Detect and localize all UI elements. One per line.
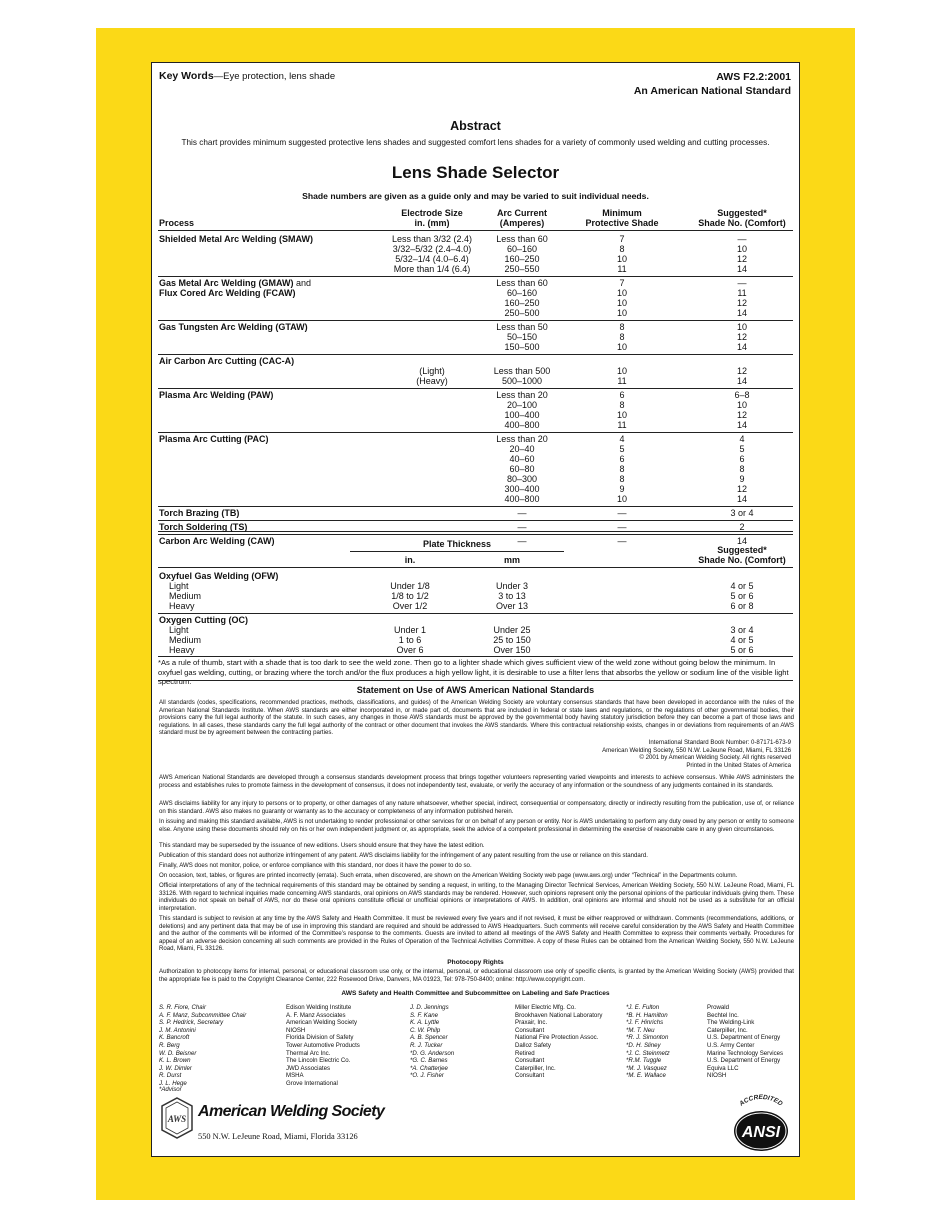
committee-member-name: *M. E. Wallace <box>626 1072 666 1080</box>
header-rule <box>158 230 793 231</box>
plate-in-header: in. <box>404 555 416 565</box>
arc-current-cell: — <box>517 536 527 546</box>
arc-current-cell: — <box>517 508 527 518</box>
min-shade-cell: 6 <box>619 390 625 400</box>
plate-weight-label: Light <box>169 625 189 635</box>
plate-sug-cell: 3 or 4 <box>730 625 754 635</box>
arc-current-cell: 40–60 <box>509 454 535 464</box>
committee-member-org: The Lincoln Electric Co. <box>286 1057 351 1065</box>
col-arc-header <box>472 208 572 228</box>
min-shade-cell: 11 <box>617 264 627 274</box>
committee-member-org: The Welding-Link <box>707 1019 755 1027</box>
committee-member-org: Retired <box>515 1049 535 1057</box>
suggested-shade-cell: 12 <box>736 410 747 420</box>
committee-member-org: Consultant <box>515 1057 545 1065</box>
process-name: Plasma Arc Cutting (PAC) <box>159 434 269 444</box>
committee-member-org: NIOSH <box>707 1072 727 1080</box>
process-row-rule <box>158 520 793 521</box>
plate-in-cell: Under 1 <box>393 625 427 635</box>
plate-weight-label: Heavy <box>169 645 195 655</box>
committee-member-org: Prowald <box>707 1004 730 1011</box>
electrode-size-cell: 5/32–1/4 (4.0–6.4) <box>395 254 469 264</box>
arc-current-cell: 50–150 <box>506 332 538 342</box>
committee-member-name: *A. Chatterjee <box>410 1064 448 1072</box>
min-shade-cell: 7 <box>619 278 625 288</box>
plate-in-cell: Over 1/2 <box>392 601 428 611</box>
statement-p1: All standards (codes, specifications, recommended practices, methods, classifications, and guides) of the American Welding Society are voluntary consensus standards that have been developed in accordance with the rules of the American National Standards Institute. When AWS standards are either incorporated in, or made part of, documents that are included in federal or state laws and regulations, or the regulations of other governmental bodies, their provisions carry the full legal authority of the statute. In such cases, any changes in those AWS standards must be approved by the governmental body having statutory jurisdiction before they can become a part of those laws and regulations. In all cases, these standards carry the full legal authority of the contract or other document that invokes the AWS standards. Where this contractual relationship exists, changes in or deviations from requirements of an AWS standard must be by agreement between the contracting parties. <box>159 699 794 737</box>
suggested-shade-cell: 14 <box>736 342 747 352</box>
ansi-ring-text <box>737 1094 784 1108</box>
min-shade-cell: — <box>617 508 627 518</box>
arc-current-cell: Less than 60 <box>496 234 548 244</box>
min-shade-cell: 8 <box>619 474 625 484</box>
committee-member-org: Edison Welding Institute <box>286 1004 352 1011</box>
plate-mm-header: mm <box>503 555 520 565</box>
col-sug-l1: Suggested* <box>717 208 767 218</box>
photocopy-heading: Photocopy Rights <box>447 959 504 966</box>
col-min-header <box>572 208 672 228</box>
arc-current-cell: 400–800 <box>504 420 540 430</box>
plate-mm-cell: Over 150 <box>493 645 531 655</box>
col-electrode-l1: Electrode Size <box>401 208 463 218</box>
min-shade-cell: 7 <box>619 234 625 244</box>
process-row-rule <box>158 276 793 277</box>
process-name: Gas Tungsten Arc Welding (GTAW) <box>159 322 308 332</box>
min-shade-cell: 8 <box>619 464 625 474</box>
plate-header-rule <box>158 567 793 568</box>
suggested-shade-cell: 6–8 <box>734 390 750 400</box>
statement-p4: In issuing and making this standard available, AWS is not undertaking to render professional or other services for or on behalf of any person or entity. Nor is AWS undertaking to perform any duty owed by any person or entity to someone else. Anyone using these documents should rely on his or her own independent judgment or, as appropriate, seek the advice of a competent professional in determining the exercise of reasonable care in any given circumstances. <box>159 818 794 833</box>
suggested-shade-cell: 14 <box>736 308 747 318</box>
committee-member-name: *M. J. Vasquez <box>626 1064 667 1072</box>
committee-member-name: *J. C. Steinmetz <box>626 1049 670 1057</box>
suggested-shade-cell: 3 or 4 <box>730 508 754 518</box>
suggested-shade-cell: 14 <box>736 264 747 274</box>
suggested-shade-cell: 14 <box>736 494 747 504</box>
plate-row-rule <box>158 613 793 614</box>
statement-p7: Finally, AWS does not monitor, police, or enforce compliance with this standard, nor does it have the power to do so. <box>159 862 472 869</box>
committee-member-name: R. J. Tucker <box>410 1042 443 1049</box>
arc-current-cell: Less than 20 <box>496 434 548 444</box>
keywords-label: Key Words <box>159 70 214 82</box>
process-row-rule <box>158 388 793 389</box>
committee-member-name: R. Berg <box>159 1042 180 1049</box>
committee-member-name: C. W. Philp <box>410 1026 441 1034</box>
committee-member-name: S. F. Kane <box>410 1011 439 1019</box>
aws-logo-initials: AWS <box>167 1114 187 1124</box>
arc-current-cell: Less than 500 <box>493 366 551 376</box>
selector-subtitle: Shade numbers are given as a guide only and may be varied to suit individual needs. <box>302 191 649 201</box>
plate-sug-cell: 5 or 6 <box>730 591 754 601</box>
committee-member-name: A. F. Manz, Subcommittee Chair <box>159 1011 247 1019</box>
plate-mm-cell: Under 3 <box>495 581 529 591</box>
electrode-size-cell: 3/32–5/32 (2.4–4.0) <box>392 244 472 254</box>
committee-member-name: *D. H. Sliney <box>626 1042 661 1049</box>
abstract-text: This chart provides minimum suggested protective lens shades and suggested comfort lens shades for a variety of commonly used welding and cutting processes. <box>181 138 770 147</box>
plate-in-cell: 1/8 to 1/2 <box>391 591 429 601</box>
ansi-seal-icon <box>725 1093 797 1153</box>
plate-thickness-header: Plate Thickness <box>422 539 492 549</box>
min-shade-cell: 6 <box>619 454 625 464</box>
committee-member-name: J. L. Hege <box>159 1080 187 1087</box>
table-bottom-rule <box>158 656 793 657</box>
suggested-shade-cell: — <box>737 234 747 244</box>
suggested-shade-cell: 10 <box>736 244 747 254</box>
plate-weight-label: Light <box>169 581 189 591</box>
standard-id <box>634 70 791 98</box>
suggested-shade-cell: 9 <box>739 474 745 484</box>
statement-p6: Publication of this standard does not authorize infringement of any patent. AWS disclaims liability for the infringement of any patent resulting from the use or reliance on this standard. <box>159 852 648 859</box>
footnote: *As a rule of thumb, start with a shade that is too dark to see the weld zone. Then go to a lighter shade which gives sufficient view of the weld zone without going below the minimum. In oxyfuel gas welding, cutting, or brazing where the torch and/or the flux produces a high yellow light, it is desirable to use a filter lens that absorbs the yellow or sodium line of the visible light spectrum. <box>158 658 789 686</box>
committee-member-name: *M. T. Neu <box>626 1026 655 1034</box>
plate-mm-cell: Over 13 <box>495 601 528 611</box>
statement-p3: AWS disclaims liability for any injury to persons or to property, or other damages of any nature whatsoever, whether special, indirect, consequential or compensatory, directly or indirectly resulting from the publication, use of, or reliance on this standard. AWS also makes no guaranty or warranty as to the accuracy or completeness of any information published herein. <box>159 800 794 815</box>
statement-heading: Statement on Use of AWS American National Standards <box>356 685 595 695</box>
keywords <box>159 70 335 82</box>
plate-in-cell: Over 6 <box>396 645 424 655</box>
min-shade-cell: 11 <box>617 420 627 430</box>
committee-member-org: JWD Associates <box>286 1064 331 1072</box>
plate-weight-label: Medium <box>169 591 202 601</box>
suggested-shade-cell: 6 <box>739 454 745 464</box>
committee-member-org: Consultant <box>515 1072 545 1080</box>
col-electrode-l2: in. (mm) <box>414 218 450 228</box>
aws-logo-icon <box>160 1097 194 1139</box>
suggested-shade-cell: 11 <box>737 288 747 298</box>
min-shade-cell: 10 <box>616 308 627 318</box>
suggested-shade-cell: — <box>737 278 747 288</box>
min-shade-cell: 10 <box>616 254 627 264</box>
committee-member-name: S. R. Fiore, Chair <box>159 1004 207 1011</box>
standard-subtitle: An American National Standard <box>633 85 791 97</box>
suggested-shade-cell: 10 <box>736 322 747 332</box>
suggested-shade-cell: 12 <box>736 484 747 494</box>
committee-member-org: MSHA <box>286 1072 304 1080</box>
suggested-shade-cell: 12 <box>736 366 747 376</box>
statement-p9: Official interpretations of any of the technical requirements of this standard may be obtained by sending a request, in writing, to the Managing Director Technical Services, American Welding Society, 550 N.W. LeJeune Road, Miami, FL 33126. With regard to technical inquiries made concerning AWS standards, oral opinions on AWS standards may be rendered. However, such opinions represent only the personal opinions of the particular individuals giving them. These individuals do not speak on behalf of AWS, nor do these oral opinions constitute official or unofficial opinions or interpretations of AWS. In addition, oral opinions are informal and should not be used as a substitute for an official interpretation. <box>159 882 794 912</box>
statement-p5: This standard may be superseded by the issuance of new editions. Users should ensure that they have the latest edition. <box>159 842 485 849</box>
electrode-size-cell: (Heavy) <box>416 376 448 386</box>
committee-member-org: U.S. Department of Energy <box>707 1057 781 1065</box>
plate-in-cell: Under 1/8 <box>390 581 430 591</box>
isbn-line: © 2001 by American Welding Society. All rights reserved <box>639 754 791 762</box>
committee-member-name: J. M. Antonini <box>159 1026 196 1034</box>
process-name-line2: Flux Cored Arc Welding (FCAW) <box>159 288 296 298</box>
suggested-shade-cell: 14 <box>736 376 747 386</box>
min-shade-cell: 8 <box>619 400 625 410</box>
committee-member-name: *O. J. Fisher <box>410 1072 444 1080</box>
arc-current-cell: 160–250 <box>504 254 540 264</box>
committee-member-name: R. Durst <box>159 1072 182 1080</box>
committee-member-org: Grove International <box>286 1080 338 1087</box>
statement-p10: This standard is subject to revision at any time by the AWS Safety and Health Committee. It must be reviewed every five years and if not revised, it must be either reapproved or withdrawn. Comments (recommendations, additions, or deletions) and any pertinent data that may be of use in improving this standard are required and should be addressed to AWS Headquarters. Such comments will receive careful consideration by the AWS Safety and Health Committee and the author of the comments will be informed of the Committee’s response to the comments. Guests are invited to attend all meetings of the AWS Safety and Health Committee to express their comments verbally. Procedures for appeal of an adverse decision concerning all such comments are provided in the Rules of Operation of the Technical Activities Committee. A copy of these Rules can be obtained from the American Welding Society, 550 N.W. LeJeune Road, Miami, FL 33126. <box>159 915 794 953</box>
arc-current-cell: 160–250 <box>504 298 540 308</box>
committee-member-org: American Welding Society <box>286 1019 358 1027</box>
plate-mm-cell: 3 to 13 <box>498 591 526 601</box>
min-shade-cell: 8 <box>619 322 625 332</box>
min-shade-cell: 10 <box>616 410 627 420</box>
arc-current-cell: 300–400 <box>504 484 540 494</box>
col-min-l1: Minimum <box>602 208 642 218</box>
arc-current-cell: 250–500 <box>504 308 540 318</box>
committee-member-org: U.S. Department of Energy <box>707 1034 781 1042</box>
committee-member-name: *R.M. Tuggle <box>626 1057 662 1065</box>
committee-member-name: *R. J. Simonton <box>626 1034 669 1042</box>
arc-current-cell: Less than 60 <box>496 278 548 288</box>
statement-p8: On occasion, text, tables, or figures are printed incorrectly (errata). Such errata, when discovered, are shown on the American Welding Society web page (www.aws.org) under “Technical” in the Departments column. <box>159 872 738 879</box>
document-sheet <box>151 62 800 1157</box>
plate-sug-l1: Suggested* <box>717 545 767 555</box>
suggested-shade-cell: 14 <box>736 536 747 546</box>
plate-mm-cell: Under 25 <box>493 625 531 635</box>
committee-member-org: Dalloz Safety <box>515 1042 551 1049</box>
committee-member-org: Thermal Arc Inc. <box>286 1049 331 1057</box>
arc-current-cell: 60–160 <box>506 244 538 254</box>
committee-member-name: *J. F. Hinrichs <box>626 1019 664 1027</box>
committee-member-name: *G. C. Barnes <box>410 1057 448 1065</box>
electrode-size-cell: More than 1/4 (6.4) <box>393 264 471 274</box>
suggested-shade-cell: 10 <box>736 400 747 410</box>
process-name-join: and <box>293 278 312 288</box>
suggested-shade-cell: 12 <box>736 298 747 308</box>
arc-current-cell: 20–100 <box>506 400 538 410</box>
isbn-line: Printed in the United States of America <box>686 761 791 769</box>
committee-member-org: Florida Division of Safety <box>286 1034 354 1042</box>
committee-member-org: A. F. Manz Associates <box>286 1011 346 1019</box>
arc-current-cell: 150–500 <box>504 342 540 352</box>
arc-current-cell: 250–550 <box>504 264 540 274</box>
min-shade-cell: 10 <box>616 288 627 298</box>
footnote-rule <box>158 680 793 681</box>
statement-p2: AWS American National Standards are developed through a consensus standards development process that brings together volunteers representing varied viewpoints and interests to achieve consensus. While AWS administers the process and establishes rules to promote fairness in the development of consensus, it does not independently test, evaluate, or verify the accuracy of any information or the soundness of any judgments contained in its standards. <box>159 774 794 789</box>
plate-sug-header <box>682 545 802 565</box>
plate-weight-label: Heavy <box>169 601 195 611</box>
plate-process-name: Oxygen Cutting (OC) <box>159 615 248 625</box>
isbn-block <box>602 739 791 769</box>
plate-in-cell: 1 to 6 <box>398 635 422 645</box>
arc-current-cell: Less than 20 <box>496 390 548 400</box>
committee-member-name: S. P. Hedrick, Secretary <box>159 1019 224 1027</box>
arc-current-cell: 100–400 <box>504 410 540 420</box>
arc-current-cell: 80–300 <box>506 474 538 484</box>
committee-member-name: J. D. Jennings <box>410 1004 449 1011</box>
arc-current-cell: — <box>517 522 527 532</box>
society-address: 550 N.W. LeJeune Road, Miami, Florida 33126 <box>198 1132 358 1141</box>
col-arc-l1: Arc Current <box>496 208 547 218</box>
committee-member-name: K. Bancroft <box>159 1034 190 1042</box>
ansi-text: ANSI <box>741 1124 781 1141</box>
process-name: Shielded Metal Arc Welding (SMAW) <box>159 234 314 244</box>
arc-current-cell: 500–1000 <box>501 376 543 386</box>
keywords-text: —Eye protection, lens shade <box>213 71 336 82</box>
committee-member-name: K. L. Brown <box>159 1057 191 1065</box>
plate-sug-cell: 6 or 8 <box>730 601 754 611</box>
min-shade-cell: 8 <box>619 244 625 254</box>
committee-member-org: National Fire Protection Assoc. <box>515 1034 599 1042</box>
process-row-rule <box>158 432 793 433</box>
min-shade-cell: 8 <box>619 332 625 342</box>
committee-member-name: J. W. Dimler <box>159 1064 192 1072</box>
min-shade-cell: 10 <box>616 494 627 504</box>
suggested-shade-cell: 12 <box>736 254 747 264</box>
col-sug-header <box>682 208 802 228</box>
photocopy-text: Authorization to photocopy items for internal, personal, or educational classroom use only, or the internal, personal, or educational classroom use only of specific clients, is granted by the American Welding Society (AWS) provided that the appropriate fee is paid to the Copyright Clearance Center, 222 Rosewood Drive, Danvers, MA 01923, Tel: 978-750-8400; online: http://www.copyright.com. <box>159 968 794 983</box>
society-name: American Welding Society <box>198 1103 385 1120</box>
min-shade-cell: — <box>617 536 627 546</box>
suggested-shade-cell: 2 <box>739 522 745 532</box>
arc-current-cell: Less than 50 <box>496 322 548 332</box>
arc-current-cell: 60–160 <box>506 288 538 298</box>
process-name: Carbon Arc Welding (CAW) <box>159 536 275 546</box>
process-row-rule <box>158 354 793 355</box>
committee-member-org: NIOSH <box>286 1026 306 1034</box>
arc-current-cell: 400–800 <box>504 494 540 504</box>
arc-current-cell: 60–80 <box>509 464 535 474</box>
process-name: Air Carbon Arc Cutting (CAC-A) <box>159 356 295 366</box>
committee-member-name: *B. H. Hamilton <box>626 1011 668 1019</box>
electrode-size-cell: (Light) <box>419 366 445 376</box>
committee-member-org: Marine Technology Services <box>707 1049 784 1057</box>
committee-member-org: Equiva LLC <box>707 1064 739 1072</box>
plate-sug-cell: 5 or 6 <box>730 645 754 655</box>
standard-number: AWS F2.2:2001 <box>716 71 791 83</box>
process-name: Torch Soldering (TS) <box>159 522 248 532</box>
committee-member-org: Bechtel Inc. <box>707 1011 739 1019</box>
committee-member-name: K. A. Lyttle <box>410 1019 440 1027</box>
arc-current-cell: 20–40 <box>509 444 535 454</box>
advisor-note: *Advisor <box>159 1086 182 1093</box>
process-row-rule <box>158 534 793 535</box>
plate-sug-cell: 4 or 5 <box>730 581 754 591</box>
plate-mm-cell: 25 to 150 <box>493 635 531 645</box>
committee-member-name: *D. G. Anderson <box>410 1049 455 1057</box>
committee-member-org: Brookhaven National Laboratory <box>515 1011 603 1019</box>
committee-member-org: Miller Electric Mfg. Co. <box>515 1004 576 1011</box>
process-row-rule <box>158 506 793 507</box>
min-shade-cell: 4 <box>619 434 625 444</box>
min-shade-cell: 10 <box>616 366 627 376</box>
plate-weight-label: Medium <box>169 635 202 645</box>
ansi-ring-path: ACCREDITED <box>738 1093 784 1108</box>
process-name: Torch Brazing (TB) <box>159 508 240 518</box>
process-name: Plasma Arc Welding (PAW) <box>159 390 274 400</box>
suggested-shade-cell: 4 <box>739 434 745 444</box>
committee-member-org: Tower Automotive Products <box>286 1042 360 1049</box>
col-min-l2: Protective Shade <box>585 218 659 228</box>
process-name: Gas Metal Arc Welding (GMAW) and <box>159 278 312 288</box>
min-shade-cell: 9 <box>619 484 625 494</box>
min-shade-cell: 10 <box>616 298 627 308</box>
min-shade-cell: 10 <box>616 342 627 352</box>
suggested-shade-cell: 14 <box>736 420 747 430</box>
col-arc-l2: (Amperes) <box>499 218 545 228</box>
process-row-rule <box>158 320 793 321</box>
committee-member-org: Caterpiller, Inc. <box>515 1064 556 1072</box>
committee-member-org: Consultant <box>515 1026 545 1034</box>
committee-member-name: *J. E. Fulton <box>626 1004 660 1011</box>
page-title: Lens Shade Selector <box>391 163 560 182</box>
committee-member-org: Caterpiller, Inc. <box>707 1026 748 1034</box>
plate-sug-cell: 4 or 5 <box>730 635 754 645</box>
col-process-header: Process <box>159 218 195 228</box>
suggested-shade-cell: 8 <box>739 464 745 474</box>
col-sug-l2: Shade No. (Comfort) <box>698 218 786 228</box>
electrode-size-cell: Less than 3/32 (2.4) <box>391 234 473 244</box>
committee-member-name: A. B. Spencer <box>410 1034 448 1042</box>
min-shade-cell: 11 <box>617 376 627 386</box>
min-shade-cell: 5 <box>619 444 625 454</box>
committee-member-org: Praxair, Inc. <box>515 1019 548 1027</box>
committee-member-name: W. D. Beisner <box>159 1049 197 1057</box>
abstract-heading: Abstract <box>450 119 501 133</box>
isbn-line: International Standard Book Number: 0-87171-673-9 <box>648 739 791 746</box>
isbn-line: American Welding Society, 550 N.W. LeJeune Road, Miami, FL 33126 <box>602 746 791 754</box>
committee-heading: AWS Safety and Health Committee and Subcommittee on Labeling and Safe Practices <box>341 990 610 997</box>
plate-thickness-rule <box>350 551 564 552</box>
suggested-shade-cell: 12 <box>736 332 747 342</box>
plate-sug-l2: Shade No. (Comfort) <box>698 555 786 565</box>
committee-member-org: U.S. Army Center <box>707 1042 755 1049</box>
min-shade-cell: — <box>617 522 627 532</box>
plate-process-name: Oxyfuel Gas Welding (OFW) <box>159 571 279 581</box>
suggested-shade-cell: 5 <box>739 444 745 454</box>
